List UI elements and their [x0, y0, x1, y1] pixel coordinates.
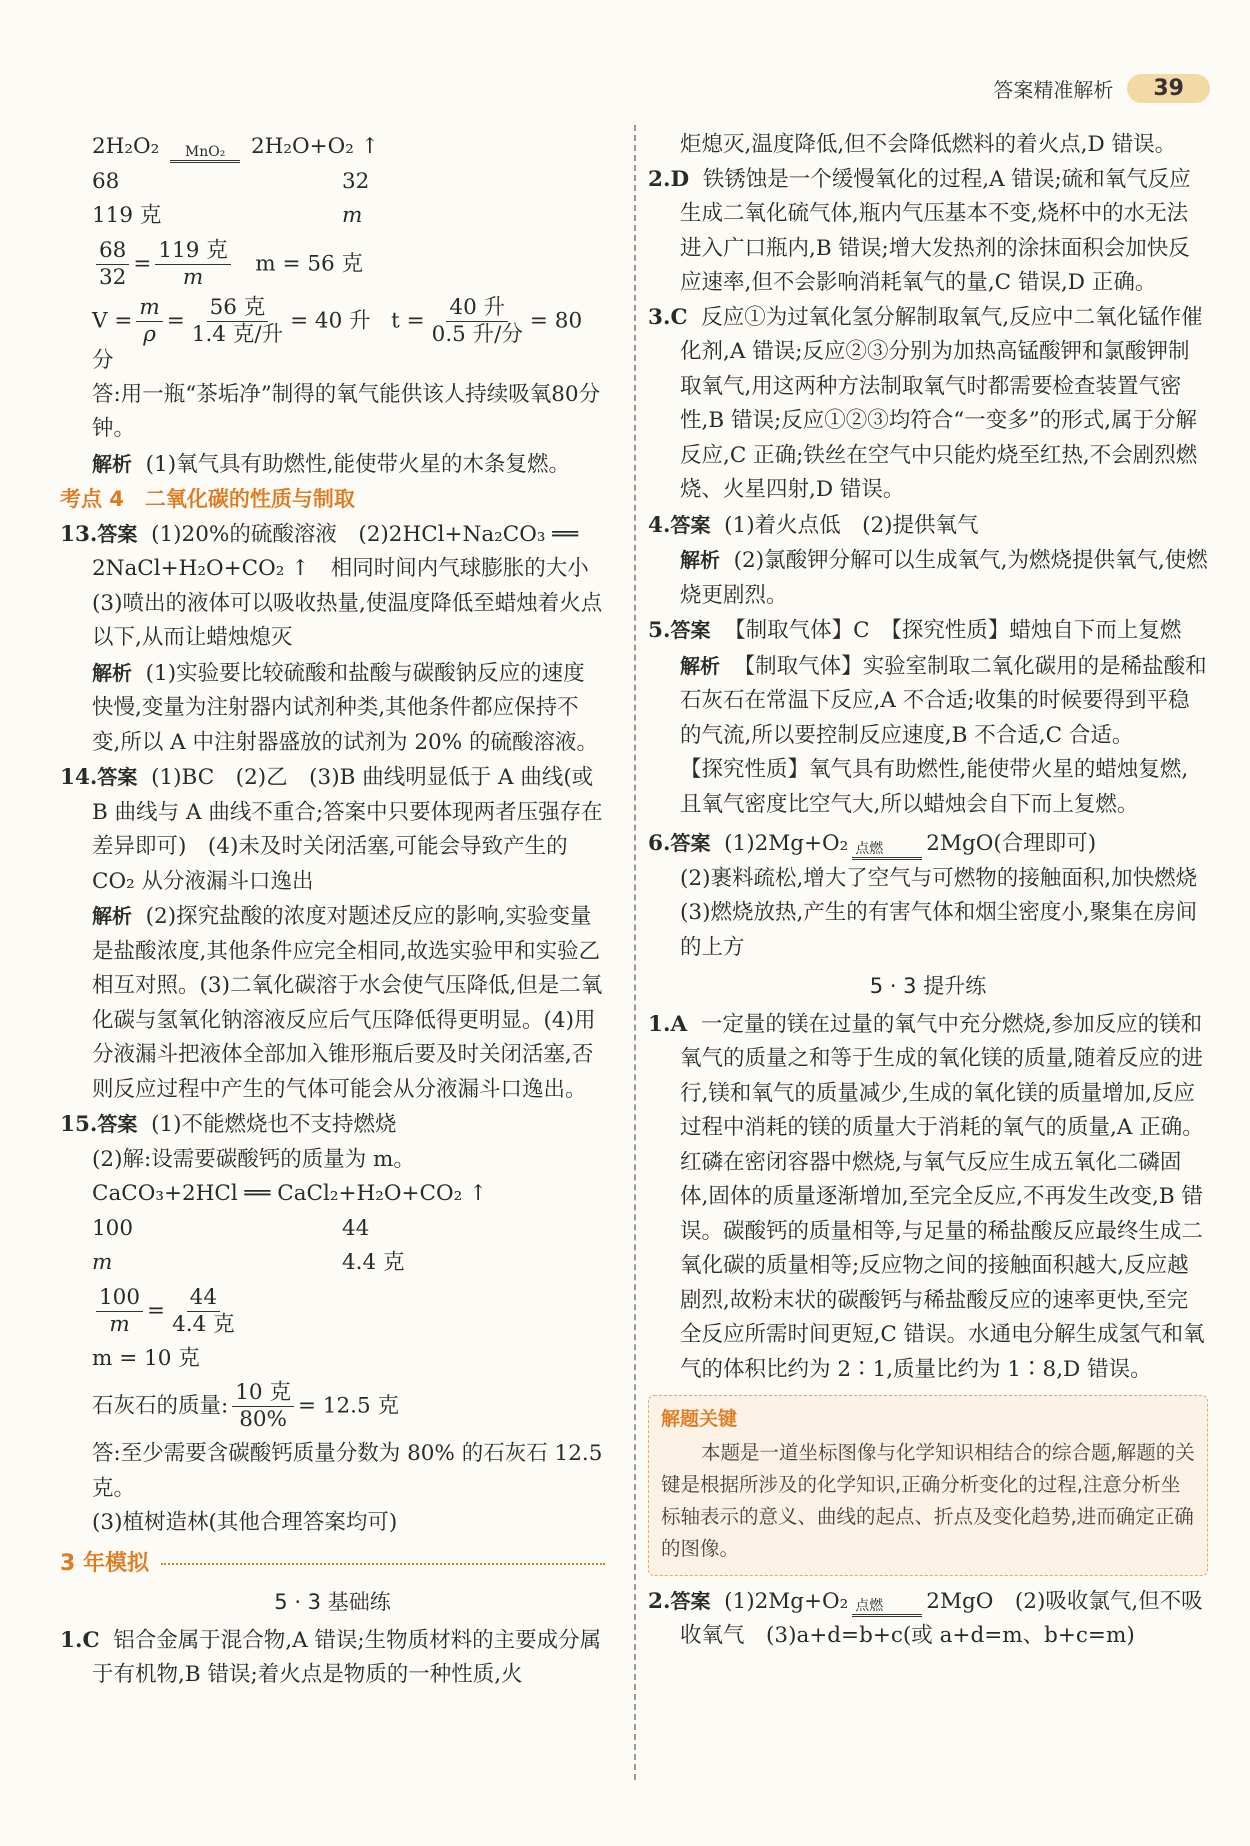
right-column: [648, 128, 1208, 1654]
question-13: 13.答案 (1)20%的硫酸溶液 (2)2HCl+Na₂CO₃ ══ 2NaCl+H₂O+CO₂ ↑ 相同时间内气球膨胀的大小: [60, 521, 589, 581]
question-15-part2: (2)解:设需要碳酸钙的质量为 m。: [92, 1146, 415, 1172]
basic-q5: 5.答案 【制取气体】C 【探究性质】蜡烛自下而上复燃: [648, 618, 1182, 643]
ratio1: $\frac{68}{32}$ = $\frac{\text{119 克}}{m}$ m = 56 克: [60, 238, 605, 291]
question-13-part3: (3)喷出的液体可以吸收热量,使温度降低至蜡烛着火点以下,从而让蜡烛熄灭: [92, 590, 603, 650]
eq1-row1: 68 32: [92, 168, 370, 194]
subsection-basic: 5 · 3 基础练: [274, 1590, 391, 1614]
equation-caco3: CaCO₃+2HCl ══ CaCl₂+H₂O+CO₂ ↑: [92, 1181, 488, 1206]
column-divider: [634, 125, 636, 1780]
page-number: 39: [1127, 74, 1210, 103]
key-insight-box: [648, 1395, 1208, 1576]
advanced-q1: 1.A 一定量的镁在过量的氧气中充分燃烧,参加反应的镁和氧气的质量之和等于生成的氧化镁的质量,随着反应的进行,镁和氧气的质量减少,生成的氧化镁的质量增加,反应过程中消耗的镁的质量大于消耗的氧气的质量,A 正确。红磷在密闭容器中燃烧,与氧气反应生成五氧化二磷固体,固体的质量逐渐增加,至完全反应,不再发生改变,B 错误。碳酸钙的质量相等,与足量的稀盐酸反应最终生成二氧化碳的质量相等;反应物之间的接触面积越大,反应越剧烈,故粉末状的碳酸钙与稀盐酸反应的速率更快,至完全反应所需时间更短,C 错误。水通电分解生成氢气和氧气的体积比约为 2∶1,质量比约为 1∶8,D 错误。: [648, 1011, 1205, 1382]
basic-q6-part2: (2)裹料疏松,增大了空气与可燃物的接触面积,加快燃烧: [680, 865, 1198, 891]
ratio2: $\frac{100}{m}$ = $\frac{44}{\text{4.4 克}}$: [60, 1285, 605, 1338]
limestone-mass: 石灰石的质量: $\frac{\text{10 克}}{80\%}$ = 12.5 克: [92, 1380, 400, 1432]
key-insight-text: 本题是一道坐标图像与化学知识相结合的综合题,解题的关键是根据所涉及的化学知识,正确分析变化的过程,注意分析坐标轴表示的意义、曲线的起点、折点及变化趋势,进而确定正确的图像。: [661, 1440, 1195, 1560]
basic-q1: 1.C 铝合金属于混合物,A 错误;生物质材料的主要成分属于有机物,B 错误;着火点是物质的一种性质,火: [60, 1627, 602, 1687]
header-title: 答案精准解析: [993, 77, 1114, 102]
basic-q3: 3.C 反应①为过氧化氢分解制取氧气,反应中二氧化锰作催化剂,A 错误;反应②③分别为加热高锰酸钾和氯酸钾制取氧气,用这两种方法制取氧气时都需要检查装置气密性,B 错误;反应①②③均符合“一变多”的形式,属于分解反应,C 正确;铁丝在空气中只能灼烧至红热,不会剧烈燃烧、火星四射,D 错误。: [648, 304, 1203, 502]
basic-q4: 4.答案 (1)着火点低 (2)提供氧气: [648, 512, 979, 538]
page-header: [993, 70, 1210, 106]
eq2-row2: m 4.4 克: [92, 1250, 405, 1275]
analysis-14: 解析 (2)探究盐酸的浓度对题述反应的影响,实验变量是盐酸浓度,其他条件应完全相同,故选实验甲和实验乙相互对照。(3)二氧化碳溶于水会使气压降低,但是二氧化碳与氢氧化钠溶液反应后气压降低得更明显。(4)用分液漏斗把液体全部加入锥形瓶后要及时关闭活塞,否则反应过程中产生的气体可能会从分液漏斗口逸出。: [92, 904, 603, 1102]
eq2-row1: 100 44: [92, 1215, 370, 1241]
result-m: m = 10 克: [92, 1345, 200, 1371]
basic-q6: 6.答案 (1)2Mg+O₂ 点燃 2MgO(合理即可): [648, 826, 1208, 862]
analysis-5b: 【探究性质】氧气具有助燃性,能使带火星的蜡烛复燃,且氧气密度比空气大,所以蜡烛会自下而上复燃。: [680, 757, 1189, 817]
question-15-part3: (3)植树造林(其他合理答案均可): [92, 1510, 398, 1535]
question-15: 15.答案 (1)不能燃烧也不支持燃烧: [60, 1112, 397, 1137]
answer-12: 答:用一瓶“茶垢净”制得的氧气能供该人持续吸氧80分钟。: [92, 381, 601, 441]
section-3-year-mock: 3 年模拟: [60, 1547, 605, 1582]
basic-q1-cont: 炬熄灭,温度降低,但不会降低燃料的着火点,D 错误。: [680, 132, 1177, 157]
question-14: 14.答案 (1)BC (2)乙 (3)B 曲线明显低于 A 曲线(或 B 曲线与 A 曲线不重合;答案中只要体现两者压强存在差异即可) (4)未及时关闭活塞,可能会导致产生的 CO₂ 从分液漏斗口逸出: [60, 765, 603, 894]
section-kaodian-4: 考点 4 二氧化碳的性质与制取: [60, 487, 355, 511]
basic-q6-part3: (3)燃烧放热,产生的有害气体和烟尘密度小,聚集在房间的上方: [680, 900, 1198, 960]
analysis-13: 解析 (1)实验要比较硫酸和盐酸与碳酸钠反应的速度快慢,变量为注射器内试剂种类,其他条件都应保持不变,所以 A 中注射器盛放的试剂为 20% 的硫酸溶液。: [92, 660, 598, 755]
analysis-5: 解析 【制取气体】实验室制取二氧化碳用的是稀盐酸和石灰石在常温下反应,A 不合适;收集的时候要得到平稳的气流,所以要控制反应速度,B 不合适,C 合适。: [680, 653, 1207, 748]
advanced-q2: 2.答案 (1)2Mg+O₂ 点燃 2MgO (2)吸收氯气,但不吸收氧气 (3)a+d=b+c(或 a+d=m、b+c=m): [648, 1588, 1203, 1648]
answer-15: 答:至少需要含碳酸钙质量分数为 80% 的石灰石 12.5克。: [92, 1441, 603, 1501]
volume-calc: V = $\frac{m}{\rho}$ = $\frac{\text{56 克}}{\text{1.4 克/升}}$ = 40 升 t = $\frac{\text{40 升}}{\text{0.5 升/分}}$ = 80 分: [92, 294, 583, 373]
key-insight-title: 解题关键: [661, 1408, 738, 1430]
basic-q2: 2.D 铁锈蚀是一个缓慢氧化的过程,A 错误;硫和氧气反应生成二氧化硫气体,瓶内气压基本不变,烧杯中的水无法进入广口瓶内,B 错误;增大发热剂的涂抹面积会加快反应速率,但不会影响消耗氧气的量,C 错误,D 正确。: [648, 166, 1191, 295]
equation-h2o2: 2H₂O₂ MnO₂ 2H₂O+O₂ ↑: [60, 130, 605, 165]
analysis-12: 解析 (1)氧气具有助燃性,能使带火星的木条复燃。: [92, 451, 570, 477]
eq1-row2: 119 克 m: [92, 203, 363, 228]
analysis-4: 解析 (2)氯酸钾分解可以生成氧气,为燃烧提供氧气,使燃烧更剧烈。: [680, 548, 1208, 608]
subsection-advanced: 5 · 3 提升练: [869, 974, 987, 998]
left-column: [60, 128, 605, 1693]
